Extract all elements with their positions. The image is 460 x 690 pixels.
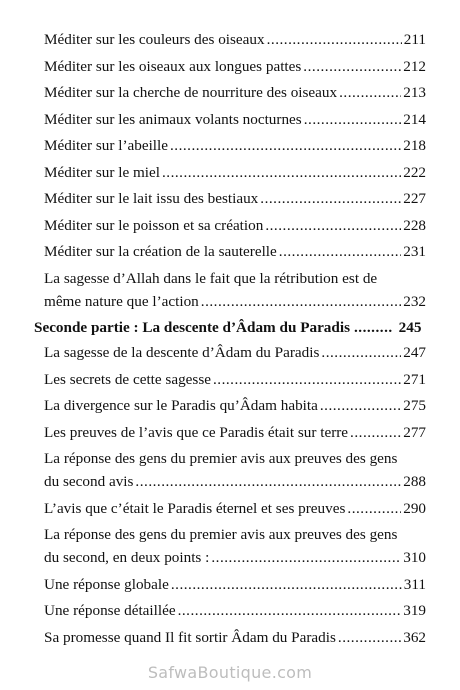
toc-entry bbox=[34, 81, 426, 104]
leader-dots bbox=[321, 341, 401, 364]
toc-entry-title: Les preuves de l’avis que ce Paradis était sur terre bbox=[44, 423, 349, 441]
toc-entry bbox=[34, 394, 426, 417]
toc-page-number: 227 bbox=[403, 190, 426, 207]
toc-page-number: 311 bbox=[403, 575, 426, 593]
part-heading-title: Seconde partie : La descente d’Âdam du Paradis bbox=[34, 319, 350, 336]
toc-entry-title: Méditer sur la cherche de nourriture des oiseaux bbox=[44, 84, 338, 101]
toc-page-number: 232 bbox=[403, 292, 426, 310]
leader-dots bbox=[347, 497, 401, 520]
leader-dots bbox=[201, 290, 401, 313]
toc-page-number: 277 bbox=[403, 423, 426, 441]
leader-dots bbox=[260, 187, 401, 210]
leader-dots bbox=[178, 599, 402, 622]
toc-entry bbox=[34, 214, 426, 237]
toc-entry-title: La sagesse de la descente d’Âdam du Paradis bbox=[44, 344, 320, 361]
toc-page-number: 247 bbox=[403, 344, 426, 361]
toc-entry-title: Une réponse globale bbox=[44, 575, 169, 593]
toc-page-number: 231 bbox=[403, 243, 426, 260]
toc-page-number: 275 bbox=[403, 397, 426, 414]
toc-entry-title-line-1: La sagesse d’Allah dans le fait que la rétribution est de bbox=[44, 269, 378, 287]
leader-dots bbox=[265, 214, 401, 237]
toc-entry-title-line-1: La réponse des gens du premier avis aux preuves des gens bbox=[44, 450, 398, 467]
toc-entry bbox=[34, 28, 426, 51]
toc-entry bbox=[34, 134, 426, 157]
watermark: SafwaBoutique.com bbox=[147, 663, 313, 682]
toc-entry-title: Méditer sur le poisson et sa création bbox=[44, 216, 264, 234]
toc-entry-title: Une réponse détaillée bbox=[44, 602, 176, 619]
toc-page-number: 310 bbox=[403, 549, 426, 566]
leader-dots bbox=[171, 573, 402, 596]
leader-dots bbox=[339, 81, 401, 104]
toc-page-number: 218 bbox=[403, 137, 426, 154]
toc-entry-title: Méditer sur les animaux volants nocturnes bbox=[44, 110, 302, 128]
leader-dots bbox=[267, 28, 402, 51]
toc-page-number: 228 bbox=[403, 216, 426, 234]
toc-entry bbox=[34, 55, 426, 78]
toc-entry-title: du second, en deux points : bbox=[44, 549, 210, 566]
toc-entry-title: Méditer sur les couleurs des oiseaux bbox=[44, 31, 265, 48]
toc-entry-title: L’avis que c’était le Paradis éternel et ses preuves bbox=[44, 499, 346, 517]
leader-dots bbox=[279, 240, 401, 263]
toc-page-number: 319 bbox=[403, 602, 426, 619]
toc-page-number: 214 bbox=[403, 110, 426, 128]
toc-entry-title: Méditer sur l’abeille bbox=[44, 137, 168, 154]
toc-page-number: 290 bbox=[403, 499, 426, 517]
toc-entry-title: Sa promesse quand Il fit sortir Âdam du Paradis bbox=[44, 628, 336, 646]
leader-dots bbox=[350, 421, 401, 444]
leader-dots bbox=[338, 626, 401, 649]
leader-dots bbox=[213, 368, 401, 391]
toc-page-number: 222 bbox=[403, 163, 426, 181]
toc-page-number: 245 bbox=[398, 319, 422, 336]
toc-entry-title: Méditer sur les oiseaux aux longues pattes bbox=[44, 57, 302, 75]
toc-page-number: 211 bbox=[403, 31, 426, 48]
toc-entry bbox=[34, 573, 426, 596]
toc-page-number: 288 bbox=[403, 473, 426, 490]
toc-entry-title: Méditer sur le lait issu des bestiaux bbox=[44, 190, 259, 207]
leader-dots bbox=[162, 161, 401, 184]
toc-entry-title: du second avis bbox=[44, 473, 134, 490]
leader-dots bbox=[211, 546, 401, 569]
toc-entry-title: même nature que l’action bbox=[44, 292, 199, 310]
leader-dots bbox=[354, 316, 393, 339]
toc-entry bbox=[34, 267, 426, 313]
toc-page-number: 212 bbox=[403, 57, 426, 75]
toc-entry-title: Méditer sur le miel bbox=[44, 163, 160, 181]
toc-page-number: 362 bbox=[403, 628, 426, 646]
toc-part-heading bbox=[34, 316, 426, 339]
toc-entry bbox=[34, 341, 426, 364]
toc-page-number: 271 bbox=[403, 370, 426, 388]
toc-entry bbox=[34, 161, 426, 184]
toc-page-number: 213 bbox=[403, 84, 426, 101]
toc-entry bbox=[34, 240, 426, 263]
toc-entry bbox=[34, 187, 426, 210]
toc-entry bbox=[34, 108, 426, 131]
toc-entry-title: Méditer sur la création de la sauterelle bbox=[44, 243, 277, 260]
toc-entry-title: Les secrets de cette sagesse bbox=[44, 370, 211, 388]
toc-entry bbox=[34, 421, 426, 444]
table-of-contents bbox=[34, 28, 426, 652]
toc-entry bbox=[34, 368, 426, 391]
leader-dots bbox=[320, 394, 401, 417]
toc-entry-title: La divergence sur le Paradis qu’Âdam habita bbox=[44, 397, 318, 414]
leader-dots bbox=[170, 134, 401, 157]
toc-entry bbox=[34, 599, 426, 622]
toc-entry bbox=[34, 523, 426, 569]
toc-entry bbox=[34, 447, 426, 493]
leader-dots bbox=[135, 470, 401, 493]
toc-entry bbox=[34, 626, 426, 649]
toc-entry-title-line-1: La réponse des gens du premier avis aux preuves des gens bbox=[44, 526, 398, 543]
leader-dots bbox=[303, 55, 401, 78]
leader-dots bbox=[304, 108, 402, 131]
toc-entry bbox=[34, 497, 426, 520]
